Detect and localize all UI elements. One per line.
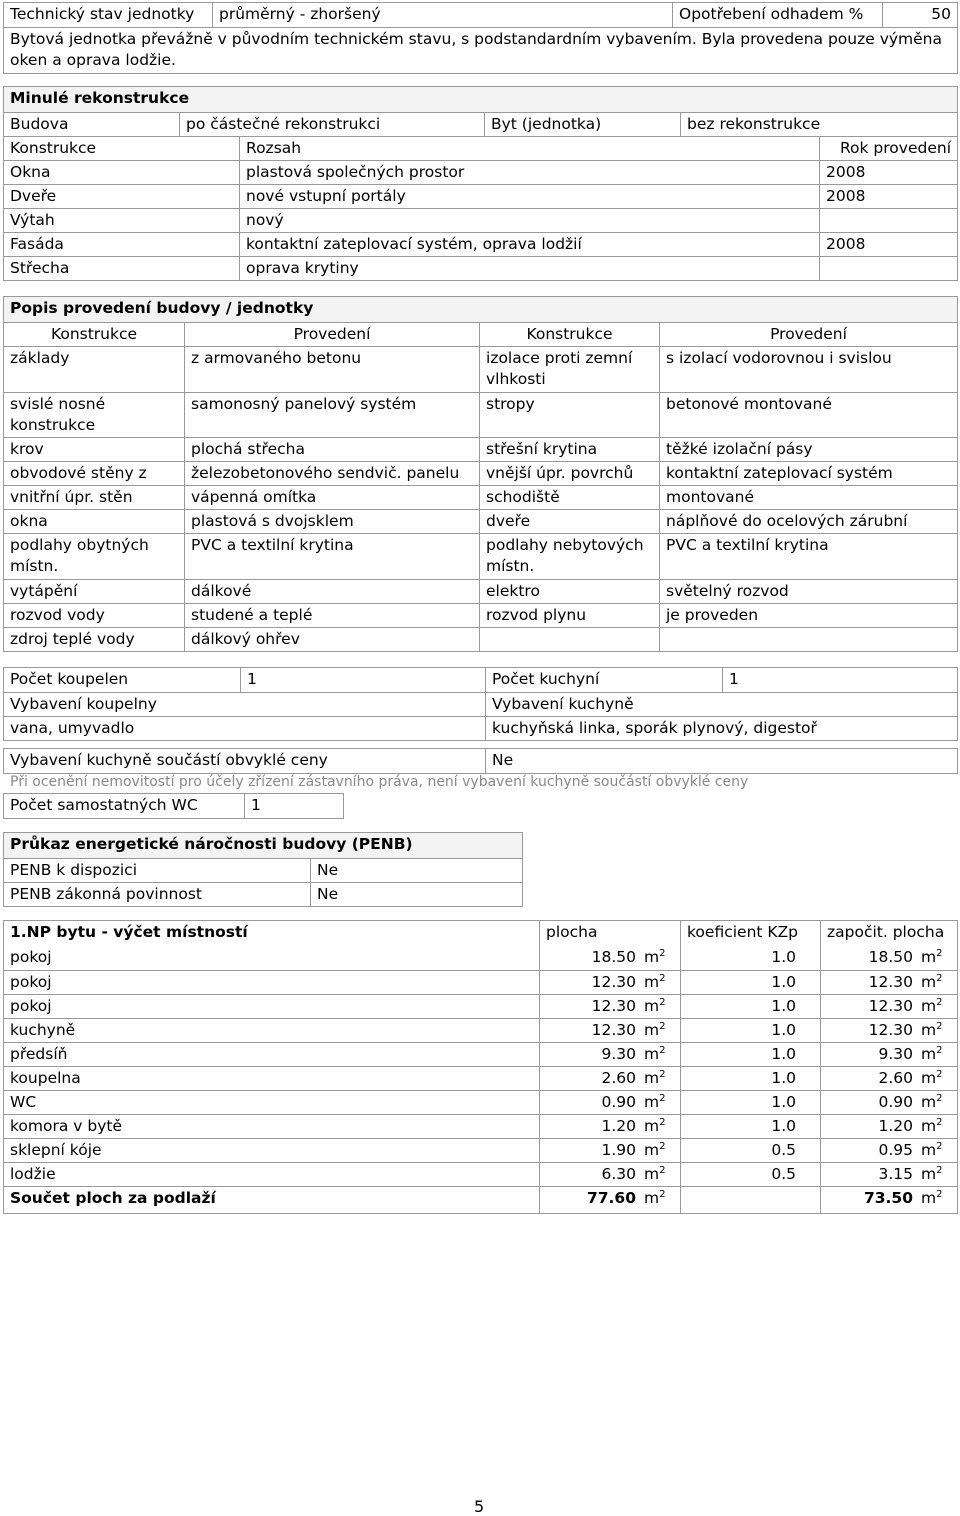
description-row [4, 437, 957, 461]
desc-execution: plastová s dvojsklem [184, 510, 479, 533]
desc-execution-2: montované [659, 486, 957, 509]
description-row [4, 533, 957, 579]
room-counted-area: 12.30 [820, 1019, 919, 1042]
room-area: 12.30 [539, 971, 642, 994]
room-name: lodžie [10, 1165, 56, 1183]
unit-exponent: 2 [659, 1068, 666, 1080]
unit-exponent: 2 [936, 1188, 943, 1200]
reconstruction-row [4, 256, 957, 280]
desc-execution: plochá střecha [184, 438, 479, 461]
reconstruction-construction: Fasáda [10, 235, 64, 253]
rooms-table [3, 920, 958, 1214]
desc-execution-2: těžké izolační pásy [659, 438, 957, 461]
unit-exponent: 2 [936, 947, 943, 959]
unit-text: m [644, 1021, 660, 1039]
technical-state-table [3, 2, 958, 74]
unit-exponent: 2 [936, 1116, 943, 1128]
room-name: pokoj [10, 973, 52, 991]
room-coefficient: 1.0 [680, 1115, 820, 1138]
room-coefficient: 1.0 [680, 971, 820, 994]
room-area-unit [642, 1091, 680, 1114]
desc-execution: PVC a textilní krytina [184, 534, 479, 579]
room-area-unit [642, 1019, 680, 1042]
description-title: Popis provedení budovy / jednotky [10, 299, 314, 317]
room-name: koupelna [10, 1069, 81, 1087]
room-row [4, 1138, 957, 1162]
room-area: 12.30 [539, 995, 642, 1018]
room-counted-unit [919, 971, 957, 994]
desc-construction: základy [10, 349, 70, 367]
unit-exponent: 2 [936, 1068, 943, 1080]
desc-execution: železobetonového sendvič. panelu [184, 462, 479, 485]
unit-text: m [921, 1069, 937, 1087]
desc-construction: zdroj teplé vody [10, 630, 135, 648]
col-scope-header: Rozsah [239, 137, 819, 160]
desc-construction: krov [10, 440, 44, 458]
unit-exponent: 2 [659, 947, 666, 959]
unit-exponent: 2 [659, 1164, 666, 1176]
kitchens-value: 1 [722, 668, 957, 692]
room-counted-area: 0.90 [820, 1091, 919, 1114]
reconstruction-scope: plastová společných prostor [239, 161, 819, 184]
desc-construction-2: dveře [479, 510, 659, 533]
room-area-unit [642, 1139, 680, 1162]
col-coefficient-header: koeficient KZp [680, 921, 820, 946]
room-area: 1.20 [539, 1115, 642, 1138]
penb-obligation-value: Ne [310, 883, 522, 906]
room-counted-area: 12.30 [820, 971, 919, 994]
room-coefficient: 1.0 [680, 1043, 820, 1066]
total-counted-area: 73.50 [820, 1187, 919, 1213]
reconstruction-year [819, 257, 957, 280]
penb-table [3, 832, 523, 907]
room-area-unit [642, 995, 680, 1018]
total-area-unit [642, 1187, 680, 1213]
room-row [4, 1114, 957, 1138]
kitchen-note: Při ocenění nemovitostí pro účely zřízení zástavního práva, není vybavení kuchyně součástí obvyklé ceny [10, 774, 749, 790]
description-row [4, 579, 957, 603]
room-row [4, 1090, 957, 1114]
desc-execution: studené a teplé [184, 604, 479, 627]
room-coefficient: 1.0 [680, 1091, 820, 1114]
reconstruction-row [4, 208, 957, 232]
room-coefficient: 0.5 [680, 1163, 820, 1186]
penb-title: Průkaz energetické náročnosti budovy (PENB) [10, 835, 413, 853]
room-counted-unit [919, 1139, 957, 1162]
unit-text: m [921, 1189, 937, 1207]
room-counted-area: 12.30 [820, 995, 919, 1018]
room-coefficient: 1.0 [680, 1019, 820, 1042]
desc-construction-2: stropy [479, 393, 659, 437]
reconstruction-row [4, 160, 957, 184]
unit-text: m [644, 1093, 660, 1111]
room-coefficient: 0.5 [680, 1139, 820, 1162]
kitchen-equipment-label: Vybavení kuchyně [485, 693, 957, 716]
unit-exponent: 2 [659, 1020, 666, 1032]
room-counted-area: 0.95 [820, 1139, 919, 1162]
room-area: 1.90 [539, 1139, 642, 1162]
equipment-table [3, 667, 958, 741]
rooms-title: 1.NP bytu - výčet místností [10, 923, 248, 941]
room-counted-area: 2.60 [820, 1067, 919, 1090]
room-counted-unit [919, 1115, 957, 1138]
building-value: po částečné rekonstrukci [179, 113, 484, 136]
reconstruction-year: 2008 [819, 185, 957, 208]
penb-obligation-label: PENB zákonná povinnost [10, 885, 202, 903]
wear-value: 50 [882, 3, 957, 27]
room-area: 6.30 [539, 1163, 642, 1186]
room-counted-area: 18.50 [820, 946, 919, 970]
reconstruction-construction: Výtah [10, 211, 55, 229]
unit-text: m [644, 1045, 660, 1063]
unit-text: m [644, 1117, 660, 1135]
unit-exponent: 2 [659, 972, 666, 984]
unit-text: m [644, 997, 660, 1015]
description-row [4, 392, 957, 437]
desc-construction: obvodové stěny z [10, 464, 147, 482]
room-counted-unit [919, 1043, 957, 1066]
reconstruction-scope: kontaktní zateplovací systém, oprava lodžií [239, 233, 819, 256]
room-name: pokoj [10, 948, 52, 966]
state-label: Technický stav jednotky [10, 5, 195, 23]
unit-value: bez rekonstrukce [680, 113, 957, 136]
unit-exponent: 2 [936, 1020, 943, 1032]
reconstruction-construction: Okna [10, 163, 51, 181]
desc-construction-2: podlahy nebytových místn. [479, 534, 659, 579]
unit-text: m [921, 1021, 937, 1039]
room-row [4, 1042, 957, 1066]
wc-count-value: 1 [244, 794, 343, 818]
desc-execution: z armovaného betonu [184, 347, 479, 392]
room-counted-unit [919, 1163, 957, 1186]
room-counted-area: 1.20 [820, 1115, 919, 1138]
unit-text: m [921, 1117, 937, 1135]
room-counted-unit [919, 1019, 957, 1042]
room-area-unit [642, 946, 680, 970]
desc-construction-2: elektro [479, 580, 659, 603]
unit-text: m [921, 1093, 937, 1111]
unit-text: m [921, 1141, 937, 1159]
bathroom-equipment-value: vana, umyvadlo [10, 719, 135, 737]
kitchens-label: Počet kuchyní [485, 668, 722, 692]
room-row [4, 1066, 957, 1090]
total-coefficient [680, 1187, 820, 1213]
room-counted-unit [919, 1067, 957, 1090]
desc-execution: samonosný panelový systém [184, 393, 479, 437]
col-construction-header: Konstrukce [10, 139, 97, 157]
reconstruction-construction: Střecha [10, 259, 70, 277]
reconstruction-year [819, 209, 957, 232]
room-area: 12.30 [539, 1019, 642, 1042]
page-number: 5 [474, 1497, 485, 1516]
description-row [4, 603, 957, 627]
unit-text: m [921, 948, 937, 966]
reconstructions-title: Minulé rekonstrukce [10, 89, 190, 107]
desc-construction-2: rozvod plynu [479, 604, 659, 627]
room-name: WC [10, 1093, 37, 1111]
room-area: 2.60 [539, 1067, 642, 1090]
room-name: komora v bytě [10, 1117, 123, 1135]
kitchen-equipment-value: kuchyňská linka, sporák plynový, digestoř [485, 717, 957, 740]
penb-available-value: Ne [310, 859, 522, 882]
state-value: průměrný - zhoršený [212, 3, 672, 27]
unit-text: m [644, 948, 660, 966]
room-counted-unit [919, 946, 957, 970]
unit-text: m [644, 1141, 660, 1159]
state-description: Bytová jednotka převážně v původním technickém stavu, s podstandardním vybavením. Byla provedena pouze výměna oken a oprava lodžie. [10, 30, 942, 69]
room-name: pokoj [10, 997, 52, 1015]
unit-exponent: 2 [936, 1044, 943, 1056]
reconstruction-scope: nový [239, 209, 819, 232]
desc-execution: dálkové [184, 580, 479, 603]
desc-construction: okna [10, 512, 48, 530]
unit-exponent: 2 [659, 1092, 666, 1104]
col-execution-header: Provedení [184, 323, 479, 346]
room-name: předsíň [10, 1045, 68, 1063]
reconstruction-construction: Dveře [10, 187, 57, 205]
bathroom-equipment-label: Vybavení koupelny [10, 695, 157, 713]
room-area: 18.50 [539, 946, 642, 970]
unit-exponent: 2 [936, 1092, 943, 1104]
unit-exponent: 2 [659, 1116, 666, 1128]
description-row [4, 485, 957, 509]
room-area-unit [642, 1067, 680, 1090]
unit-text: m [921, 1045, 937, 1063]
unit-exponent: 2 [936, 1164, 943, 1176]
unit-text: m [644, 1165, 660, 1183]
desc-execution-2: kontaktní zateplovací systém [659, 462, 957, 485]
unit-text: m [644, 1069, 660, 1087]
room-coefficient: 1.0 [680, 995, 820, 1018]
total-area: 77.60 [539, 1187, 642, 1213]
wc-count-table [3, 793, 344, 819]
bathrooms-label: Počet koupelen [10, 670, 129, 688]
reconstruction-row [4, 184, 957, 208]
wc-count-label: Počet samostatných WC [10, 796, 198, 814]
bathrooms-value: 1 [240, 668, 485, 692]
kitchen-in-price-value: Ne [485, 749, 957, 773]
room-row [4, 970, 957, 994]
reconstruction-scope: oprava krytiny [239, 257, 819, 280]
unit-exponent: 2 [659, 1188, 666, 1200]
reconstruction-scope: nové vstupní portály [239, 185, 819, 208]
description-row [4, 346, 957, 392]
room-counted-area: 9.30 [820, 1043, 919, 1066]
desc-execution-2: s izolací vodorovnou i svislou [659, 347, 957, 392]
desc-execution-2: světelný rozvod [659, 580, 957, 603]
unit-label: Byt (jednotka) [484, 113, 680, 136]
unit-text: m [921, 1165, 937, 1183]
room-name: kuchyně [10, 1021, 76, 1039]
reconstruction-year: 2008 [819, 233, 957, 256]
desc-execution: dálkový ohřev [184, 628, 479, 651]
desc-construction-2: izolace proti zemní vlhkosti [479, 347, 659, 392]
col-construction-header-2: Konstrukce [479, 323, 659, 346]
description-row [4, 509, 957, 533]
unit-text: m [921, 973, 937, 991]
unit-exponent: 2 [659, 1140, 666, 1152]
rooms-total-row [4, 1186, 957, 1213]
room-row [4, 946, 957, 970]
room-area: 9.30 [539, 1043, 642, 1066]
col-execution-header-2: Provedení [659, 323, 957, 346]
room-row [4, 1162, 957, 1186]
desc-execution-2: náplňové do ocelových zárubní [659, 510, 957, 533]
room-name: sklepní kóje [10, 1141, 102, 1159]
desc-execution-2 [659, 628, 957, 651]
room-area: 0.90 [539, 1091, 642, 1114]
col-construction-header: Konstrukce [50, 325, 138, 343]
penb-available-label: PENB k dispozici [10, 861, 138, 879]
room-counted-unit [919, 1091, 957, 1114]
unit-exponent: 2 [936, 972, 943, 984]
desc-construction: rozvod vody [10, 606, 105, 624]
desc-construction: vnitřní úpr. stěn [10, 488, 133, 506]
desc-execution-2: betonové montované [659, 393, 957, 437]
kitchen-in-price-label: Vybavení kuchyně součástí obvyklé ceny [10, 751, 328, 769]
col-area-header: plocha [539, 921, 680, 946]
desc-construction-2: schodiště [479, 486, 659, 509]
room-area-unit [642, 1043, 680, 1066]
description-row [4, 461, 957, 485]
description-row [4, 627, 957, 651]
desc-execution: vápenná omítka [184, 486, 479, 509]
desc-execution-2: je proveden [659, 604, 957, 627]
desc-execution-2: PVC a textilní krytina [659, 534, 957, 579]
room-row [4, 994, 957, 1018]
total-counted-unit [919, 1187, 957, 1213]
building-description-table [3, 296, 958, 652]
unit-exponent: 2 [936, 996, 943, 1008]
unit-exponent: 2 [659, 1044, 666, 1056]
room-area-unit [642, 971, 680, 994]
col-counted-area-header: započit. plocha [820, 921, 957, 946]
unit-text: m [644, 1189, 660, 1207]
room-counted-unit [919, 995, 957, 1018]
room-coefficient: 1.0 [680, 946, 820, 970]
room-area-unit [642, 1115, 680, 1138]
desc-construction-2: vnější úpr. povrchů [479, 462, 659, 485]
unit-exponent: 2 [659, 996, 666, 1008]
desc-construction: vytápění [10, 582, 78, 600]
reconstruction-row [4, 232, 957, 256]
wear-label: Opotřebení odhadem % [672, 3, 882, 27]
desc-construction-2: střešní krytina [479, 438, 659, 461]
reconstruction-year: 2008 [819, 161, 957, 184]
col-year-header: Rok provedení [819, 137, 957, 160]
past-reconstructions-table [3, 86, 958, 281]
unit-text: m [644, 973, 660, 991]
desc-construction-2 [479, 628, 659, 651]
desc-construction: svislé nosné konstrukce [10, 395, 106, 434]
unit-text: m [921, 997, 937, 1015]
desc-construction: podlahy obytných místn. [10, 536, 149, 575]
kitchen-in-price-table [3, 748, 958, 774]
room-area-unit [642, 1163, 680, 1186]
total-label: Součet ploch za podlaží [10, 1189, 216, 1207]
unit-exponent: 2 [936, 1140, 943, 1152]
room-coefficient: 1.0 [680, 1067, 820, 1090]
room-row [4, 1018, 957, 1042]
building-label: Budova [10, 115, 69, 133]
room-counted-area: 3.15 [820, 1163, 919, 1186]
